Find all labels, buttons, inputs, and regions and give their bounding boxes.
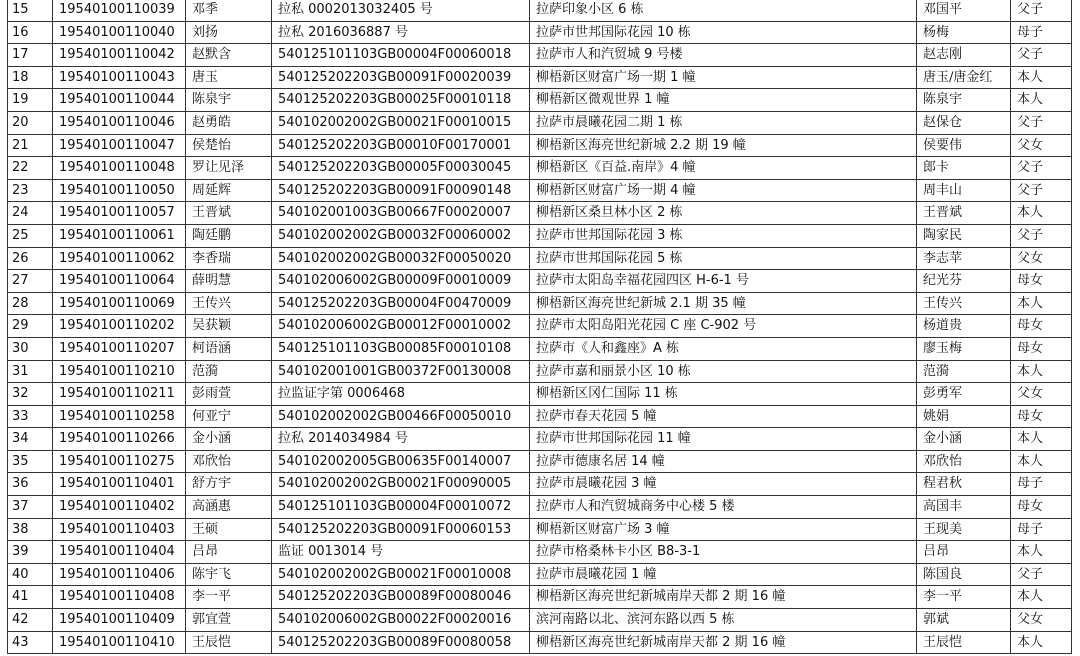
property-cert-cell: 540125202203GB00089F00080058 [272, 631, 530, 654]
registration-table [7, 0, 1072, 654]
table-row [8, 586, 1072, 609]
name-cell: 何亚宁 [186, 405, 272, 428]
student-id-cell: 19540100110061 [53, 224, 186, 247]
address-cell: 拉萨市太阳岛阳光花园 C 座 C-902 号 [530, 315, 917, 338]
property-cert-cell: 540102006002GB00022F00020016 [272, 609, 530, 632]
property-cert-cell: 540125202203GB00091F00060153 [272, 518, 530, 541]
address-cell: 滨河南路以北、滨河东路以西 5 栋 [530, 609, 917, 632]
table-row [8, 179, 1072, 202]
property-cert-cell: 540102002002GB00466F00050010 [272, 405, 530, 428]
table-body [8, 0, 1072, 654]
relation-cell: 母女 [1011, 405, 1072, 428]
name-cell: 王晋斌 [186, 202, 272, 225]
table-row [8, 496, 1072, 519]
property-cert-cell: 拉私 0002013032405 号 [272, 0, 530, 21]
row-number-cell: 35 [8, 450, 53, 473]
property-cert-cell: 540102002005GB00635F00140007 [272, 450, 530, 473]
name-cell: 吴获颖 [186, 315, 272, 338]
relation-cell: 父子 [1011, 111, 1072, 134]
table-row [8, 631, 1072, 654]
relation-cell: 父子 [1011, 179, 1072, 202]
student-id-cell: 19540100110211 [53, 383, 186, 406]
table-row [8, 292, 1072, 315]
property-cert-cell: 540125202203GB00004F00470009 [272, 292, 530, 315]
address-cell: 柳梧新区《百益.南岸》4 幢 [530, 157, 917, 180]
relation-cell: 本人 [1011, 631, 1072, 654]
name-cell: 邓欣怡 [186, 450, 272, 473]
name-cell: 李香瑞 [186, 247, 272, 270]
table-row [8, 89, 1072, 112]
table-row [8, 157, 1072, 180]
name-cell: 王硕 [186, 518, 272, 541]
table-row [8, 541, 1072, 564]
table-row [8, 247, 1072, 270]
address-cell: 拉萨市晨曦花园 1 幢 [530, 563, 917, 586]
address-cell: 拉萨市世邦国际花园 11 幢 [530, 428, 917, 451]
address-cell: 柳梧新区微观世界 1 幢 [530, 89, 917, 112]
address-cell: 拉萨市世邦国际花园 5 栋 [530, 247, 917, 270]
student-id-cell: 19540100110409 [53, 609, 186, 632]
table-row [8, 270, 1072, 293]
table-row [8, 609, 1072, 632]
table-row [8, 360, 1072, 383]
guardian-cell: 陈泉宇 [917, 89, 1011, 112]
property-cert-cell: 540125202203GB00025F00010118 [272, 89, 530, 112]
row-number-cell: 16 [8, 21, 53, 44]
guardian-cell: 高国丰 [917, 496, 1011, 519]
guardian-cell: 邓欣怡 [917, 450, 1011, 473]
relation-cell: 父子 [1011, 563, 1072, 586]
row-number-cell: 19 [8, 89, 53, 112]
relation-cell: 母女 [1011, 315, 1072, 338]
table-row [8, 383, 1072, 406]
name-cell: 邓季 [186, 0, 272, 21]
student-id-cell: 19540100110202 [53, 315, 186, 338]
property-cert-cell: 540125101103GB00004F00060018 [272, 44, 530, 67]
table-row [8, 202, 1072, 225]
table-row [8, 337, 1072, 360]
guardian-cell: 郭斌 [917, 609, 1011, 632]
name-cell: 赵勇皓 [186, 111, 272, 134]
address-cell: 柳梧新区财富广场一期 4 幢 [530, 179, 917, 202]
row-number-cell: 38 [8, 518, 53, 541]
guardian-cell: 廖玉梅 [917, 337, 1011, 360]
relation-cell: 父子 [1011, 0, 1072, 21]
address-cell: 柳梧新区海亮世纪新城 2.1 期 35 幢 [530, 292, 917, 315]
address-cell: 拉萨市晨曦花园 3 幢 [530, 473, 917, 496]
student-id-cell: 19540100110062 [53, 247, 186, 270]
table-row [8, 315, 1072, 338]
guardian-cell: 彭勇军 [917, 383, 1011, 406]
guardian-cell: 金小涵 [917, 428, 1011, 451]
row-number-cell: 28 [8, 292, 53, 315]
row-number-cell: 42 [8, 609, 53, 632]
row-number-cell: 30 [8, 337, 53, 360]
student-id-cell: 19540100110406 [53, 563, 186, 586]
guardian-cell: 唐玉/唐金红 [917, 66, 1011, 89]
row-number-cell: 25 [8, 224, 53, 247]
property-cert-cell: 540125202203GB00005F00030045 [272, 157, 530, 180]
row-number-cell: 32 [8, 383, 53, 406]
relation-cell: 本人 [1011, 66, 1072, 89]
row-number-cell: 26 [8, 247, 53, 270]
row-number-cell: 20 [8, 111, 53, 134]
relation-cell: 父子 [1011, 157, 1072, 180]
address-cell: 拉萨市世邦国际花园 3 栋 [530, 224, 917, 247]
table-row [8, 224, 1072, 247]
guardian-cell: 王传兴 [917, 292, 1011, 315]
table-row [8, 111, 1072, 134]
address-cell: 拉萨市人和汽贸城商务中心楼 5 楼 [530, 496, 917, 519]
guardian-cell: 李志苹 [917, 247, 1011, 270]
student-id-cell: 19540100110050 [53, 179, 186, 202]
row-number-cell: 21 [8, 134, 53, 157]
relation-cell: 父女 [1011, 383, 1072, 406]
address-cell: 柳梧新区海亮世纪新城 2.2 期 19 幢 [530, 134, 917, 157]
property-cert-cell: 拉私 2014034984 号 [272, 428, 530, 451]
name-cell: 柯语涵 [186, 337, 272, 360]
student-id-cell: 19540100110404 [53, 541, 186, 564]
property-cert-cell: 540102001001GB00372F00130008 [272, 360, 530, 383]
guardian-cell: 程君秋 [917, 473, 1011, 496]
property-cert-cell: 540102002002GB00032F00060002 [272, 224, 530, 247]
relation-cell: 本人 [1011, 202, 1072, 225]
student-id-cell: 19540100110275 [53, 450, 186, 473]
row-number-cell: 23 [8, 179, 53, 202]
name-cell: 侯楚怡 [186, 134, 272, 157]
guardian-cell: 赵志刚 [917, 44, 1011, 67]
table-row [8, 66, 1072, 89]
name-cell: 陶廷鹏 [186, 224, 272, 247]
name-cell: 刘扬 [186, 21, 272, 44]
relation-cell: 本人 [1011, 541, 1072, 564]
table-row [8, 44, 1072, 67]
address-cell: 拉萨市晨曦花园二期 1 栋 [530, 111, 917, 134]
table-row [8, 428, 1072, 451]
table-row [8, 134, 1072, 157]
student-id-cell: 19540100110044 [53, 89, 186, 112]
row-number-cell: 34 [8, 428, 53, 451]
student-id-cell: 19540100110057 [53, 202, 186, 225]
address-cell: 拉萨市太阳岛幸福花园四区 H-6-1 号 [530, 270, 917, 293]
guardian-cell: 周丰山 [917, 179, 1011, 202]
guardian-cell: 李一平 [917, 586, 1011, 609]
property-cert-cell: 540102002002GB00021F00010015 [272, 111, 530, 134]
guardian-cell: 王晋斌 [917, 202, 1011, 225]
row-number-cell: 37 [8, 496, 53, 519]
name-cell: 陈泉宇 [186, 89, 272, 112]
address-cell: 拉萨市人和汽贸城 9 号楼 [530, 44, 917, 67]
row-number-cell: 27 [8, 270, 53, 293]
student-id-cell: 19540100110064 [53, 270, 186, 293]
row-number-cell: 41 [8, 586, 53, 609]
guardian-cell: 陈国良 [917, 563, 1011, 586]
address-cell: 拉萨市《人和鑫座》A 栋 [530, 337, 917, 360]
row-number-cell: 31 [8, 360, 53, 383]
relation-cell: 父女 [1011, 247, 1072, 270]
property-cert-cell: 540125202203GB00091F00090148 [272, 179, 530, 202]
row-number-cell: 33 [8, 405, 53, 428]
student-id-cell: 19540100110048 [53, 157, 186, 180]
property-cert-cell: 540125101103GB00004F00010072 [272, 496, 530, 519]
relation-cell: 本人 [1011, 360, 1072, 383]
guardian-cell: 纪光芬 [917, 270, 1011, 293]
relation-cell: 父女 [1011, 134, 1072, 157]
row-number-cell: 22 [8, 157, 53, 180]
name-cell: 郭宜萱 [186, 609, 272, 632]
guardian-cell: 郎卡 [917, 157, 1011, 180]
table-row [8, 473, 1072, 496]
name-cell: 高涵惠 [186, 496, 272, 519]
row-number-cell: 36 [8, 473, 53, 496]
address-cell: 柳梧新区海亮世纪新城南岸天都 2 期 16 幢 [530, 586, 917, 609]
student-id-cell: 19540100110207 [53, 337, 186, 360]
row-number-cell: 43 [8, 631, 53, 654]
table-row [8, 0, 1072, 21]
student-id-cell: 19540100110040 [53, 21, 186, 44]
table-row [8, 563, 1072, 586]
row-number-cell: 40 [8, 563, 53, 586]
student-id-cell: 19540100110042 [53, 44, 186, 67]
relation-cell: 父女 [1011, 609, 1072, 632]
name-cell: 唐玉 [186, 66, 272, 89]
guardian-cell: 范漪 [917, 360, 1011, 383]
address-cell: 柳梧新区桑旦林小区 2 栋 [530, 202, 917, 225]
address-cell: 拉萨市春天花园 5 幢 [530, 405, 917, 428]
property-cert-cell: 540125202203GB00089F00080046 [272, 586, 530, 609]
student-id-cell: 19540100110266 [53, 428, 186, 451]
relation-cell: 本人 [1011, 292, 1072, 315]
guardian-cell: 王现美 [917, 518, 1011, 541]
guardian-cell: 邓国平 [917, 0, 1011, 21]
row-number-cell: 39 [8, 541, 53, 564]
student-id-cell: 19540100110210 [53, 360, 186, 383]
relation-cell: 母女 [1011, 337, 1072, 360]
guardian-cell: 姚娟 [917, 405, 1011, 428]
property-cert-cell: 540125202203GB00010F00170001 [272, 134, 530, 157]
student-id-cell: 19540100110046 [53, 111, 186, 134]
table-row [8, 450, 1072, 473]
relation-cell: 父子 [1011, 44, 1072, 67]
guardian-cell: 赵保仓 [917, 111, 1011, 134]
name-cell: 罗让见泽 [186, 157, 272, 180]
name-cell: 陈宇飞 [186, 563, 272, 586]
guardian-cell: 王辰恺 [917, 631, 1011, 654]
row-number-cell: 17 [8, 44, 53, 67]
relation-cell: 父子 [1011, 224, 1072, 247]
name-cell: 吕昂 [186, 541, 272, 564]
student-id-cell: 19540100110401 [53, 473, 186, 496]
relation-cell: 母女 [1011, 270, 1072, 293]
address-cell: 柳梧新区海亮世纪新城南岸天都 2 期 16 幢 [530, 631, 917, 654]
student-id-cell: 19540100110403 [53, 518, 186, 541]
property-cert-cell: 540102006002GB00012F00010002 [272, 315, 530, 338]
address-cell: 柳梧新区冈仁国际 11 栋 [530, 383, 917, 406]
row-number-cell: 24 [8, 202, 53, 225]
row-number-cell: 29 [8, 315, 53, 338]
student-id-cell: 19540100110069 [53, 292, 186, 315]
name-cell: 王传兴 [186, 292, 272, 315]
name-cell: 王辰恺 [186, 631, 272, 654]
name-cell: 周延辉 [186, 179, 272, 202]
name-cell: 薛明慧 [186, 270, 272, 293]
name-cell: 李一平 [186, 586, 272, 609]
student-id-cell: 19540100110043 [53, 66, 186, 89]
property-cert-cell: 拉监证字第 0006468 [272, 383, 530, 406]
guardian-cell: 侯要伟 [917, 134, 1011, 157]
guardian-cell: 陶家民 [917, 224, 1011, 247]
address-cell: 柳梧新区财富广场一期 1 幢 [530, 66, 917, 89]
relation-cell: 本人 [1011, 89, 1072, 112]
table-row [8, 405, 1072, 428]
property-cert-cell: 540102002002GB00021F00010008 [272, 563, 530, 586]
relation-cell: 母女 [1011, 496, 1072, 519]
relation-cell: 母子 [1011, 473, 1072, 496]
relation-cell: 母子 [1011, 21, 1072, 44]
address-cell: 拉萨市嘉和丽景小区 10 栋 [530, 360, 917, 383]
address-cell: 拉萨市格桑林卡小区 B8-3-1 [530, 541, 917, 564]
guardian-cell: 杨梅 [917, 21, 1011, 44]
property-cert-cell: 监证 0013014 号 [272, 541, 530, 564]
property-cert-cell: 540102001003GB00667F00020007 [272, 202, 530, 225]
student-id-cell: 19540100110402 [53, 496, 186, 519]
relation-cell: 母子 [1011, 518, 1072, 541]
student-id-cell: 19540100110039 [53, 0, 186, 21]
student-id-cell: 19540100110408 [53, 586, 186, 609]
row-number-cell: 18 [8, 66, 53, 89]
address-cell: 拉萨市德康名居 14 幢 [530, 450, 917, 473]
table-row [8, 518, 1072, 541]
name-cell: 金小涵 [186, 428, 272, 451]
property-cert-cell: 540102002002GB00021F00090005 [272, 473, 530, 496]
relation-cell: 本人 [1011, 586, 1072, 609]
name-cell: 赵默含 [186, 44, 272, 67]
student-id-cell: 19540100110410 [53, 631, 186, 654]
student-id-cell: 19540100110047 [53, 134, 186, 157]
name-cell: 彭雨萱 [186, 383, 272, 406]
address-cell: 拉萨印象小区 6 栋 [530, 0, 917, 21]
guardian-cell: 吕昂 [917, 541, 1011, 564]
property-cert-cell: 540125101103GB00085F00010108 [272, 337, 530, 360]
property-cert-cell: 540102002002GB00032F00050020 [272, 247, 530, 270]
property-cert-cell: 540125202203GB00091F00020039 [272, 66, 530, 89]
name-cell: 范漪 [186, 360, 272, 383]
relation-cell: 本人 [1011, 428, 1072, 451]
student-id-cell: 19540100110258 [53, 405, 186, 428]
address-cell: 拉萨市世邦国际花园 10 栋 [530, 21, 917, 44]
address-cell: 柳梧新区财富广场 3 幢 [530, 518, 917, 541]
row-number-cell: 15 [8, 0, 53, 21]
relation-cell: 本人 [1011, 450, 1072, 473]
property-cert-cell: 540102006002GB00009F00010009 [272, 270, 530, 293]
guardian-cell: 杨道贵 [917, 315, 1011, 338]
property-cert-cell: 拉私 2016036887 号 [272, 21, 530, 44]
table-row [8, 21, 1072, 44]
name-cell: 舒方宇 [186, 473, 272, 496]
